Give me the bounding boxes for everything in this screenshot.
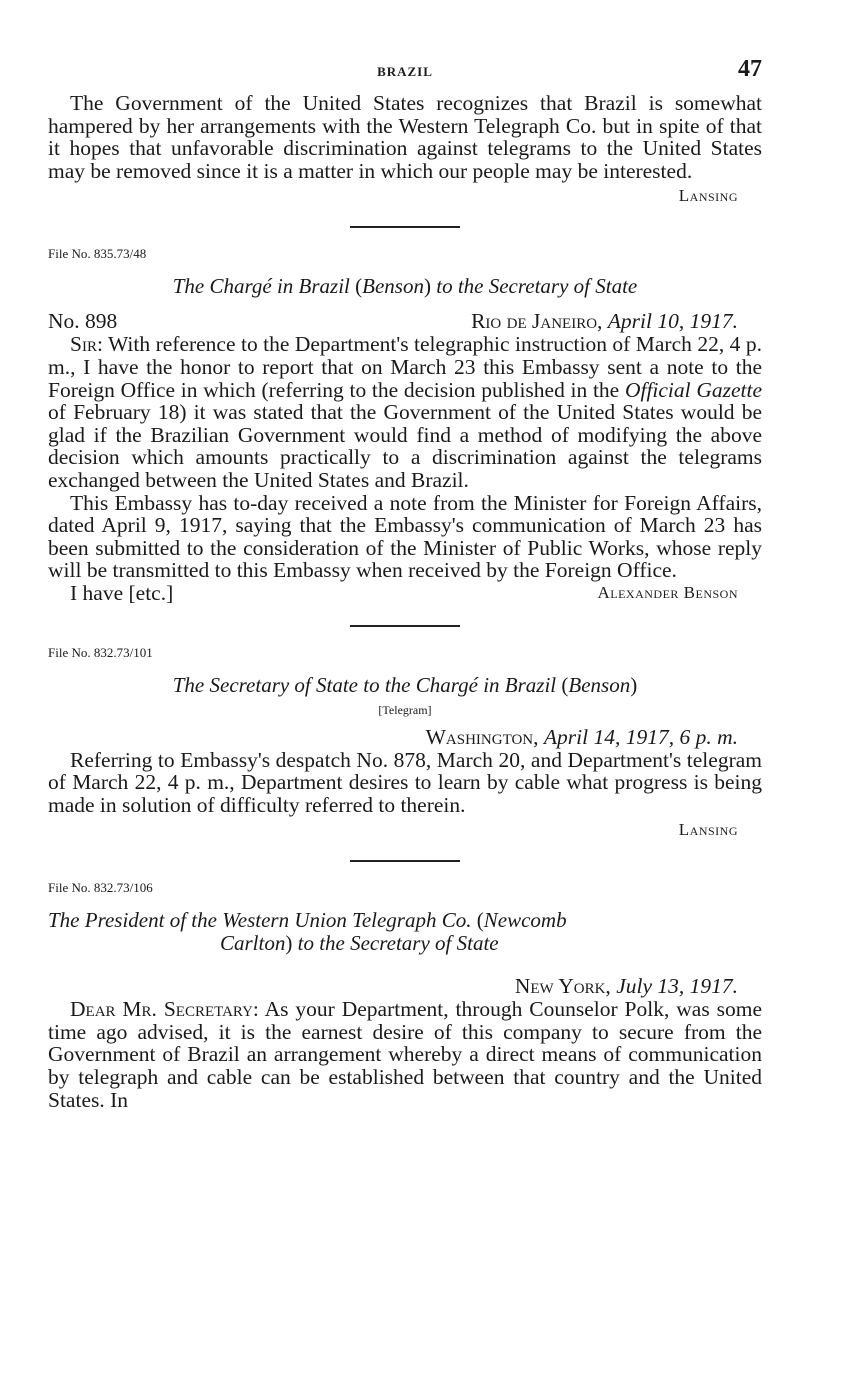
section4-title bbox=[48, 909, 762, 955]
gazette-title: Official Gazette bbox=[624, 377, 762, 402]
section2-file-number: File No. 835.73/48 bbox=[48, 246, 147, 262]
dateline-place: New York, bbox=[514, 974, 611, 999]
title-part: Benson bbox=[362, 274, 424, 299]
section1-paragraph: The Government of the United States recognizes that Brazil is somewhat hampered by her arrangements with the Western Telegraph Co. but in spite of that it hopes that unfavorable discrimination against telegrams to the United States may be removed since it is a matter in which our people may be interested. bbox=[48, 91, 762, 183]
section3-dateline bbox=[48, 726, 762, 749]
section-divider bbox=[350, 226, 460, 228]
title-paren-close: ) bbox=[285, 931, 293, 956]
title-paren-close: ) bbox=[423, 274, 431, 299]
paragraph-text: With reference to the Department's telegraphic instruction of March 22, 4 p. m., I have the honor to report that on March 23 this Embassy sent a note to the Foreign Office in which (referring to the decision published in the bbox=[48, 332, 762, 402]
section1-signature: Lansing bbox=[678, 186, 738, 206]
section3-title bbox=[48, 674, 762, 697]
section3-signature: Lansing bbox=[678, 820, 738, 840]
title-part: Benson bbox=[568, 672, 631, 697]
section4-file-number: File No. 832.73/106 bbox=[48, 880, 153, 896]
section4-dateline bbox=[48, 975, 762, 998]
salutation: Dear Mr. Secretary: bbox=[70, 997, 259, 1022]
section2-paragraph1 bbox=[48, 333, 762, 491]
closing-text: I have [etc.] bbox=[70, 580, 174, 605]
dateline-date: April 10, 1917. bbox=[607, 309, 738, 334]
section2-dateline bbox=[48, 310, 762, 333]
section4-paragraph bbox=[48, 998, 762, 1111]
salutation: Sir: bbox=[70, 332, 103, 357]
title-paren-close: ) bbox=[630, 672, 638, 697]
dateline-date: April 14, 1917, 6 p. m. bbox=[543, 724, 738, 749]
dateline-place: Washington, bbox=[425, 724, 539, 749]
title-part: The Secretary of State to the Chargé in Brazil bbox=[172, 672, 557, 697]
dateline-place: Rio de Janeiro, bbox=[471, 309, 603, 334]
title-part: The Chargé in Brazil bbox=[172, 274, 350, 299]
section2-title bbox=[48, 275, 762, 298]
section2-signature: Alexander Benson bbox=[597, 582, 738, 602]
running-head bbox=[48, 52, 762, 92]
running-title: BRAZIL bbox=[377, 64, 433, 79]
title-part: to the Secretary of State bbox=[436, 274, 638, 299]
document-page bbox=[48, 52, 762, 1111]
title-part: The President of the Western Union Telegraph Co. bbox=[48, 908, 472, 933]
telegram-tag: [Telegram] bbox=[378, 702, 432, 717]
section3-paragraph: Referring to Embassy's despatch No. 878, March 20, and Department's telegram of March 22, 4 p. m., Department desires to learn by cable what progress is being made in solution of difficulty referred to therein. bbox=[48, 747, 762, 817]
title-line-2 bbox=[48, 932, 762, 955]
dateline-right bbox=[471, 310, 762, 333]
title-paren-open: ( bbox=[476, 908, 484, 933]
section3-file-number: File No. 832.73/101 bbox=[48, 644, 153, 660]
section2-closing bbox=[48, 582, 762, 605]
section2-paragraph2: This Embassy has to-day received a note from the Minister for Foreign Affairs, dated April 9, 1917, saying that the Embassy's communication of March 23 has been submitted to the consideration of the Minister of Public Works, whose reply will be transmitted to this Embassy when received by the Foreign Office. bbox=[48, 490, 762, 583]
title-paren-open: ( bbox=[561, 672, 569, 697]
title-part: Newcomb bbox=[483, 908, 567, 933]
title-paren-open: ( bbox=[355, 274, 363, 299]
title-part: Carlton bbox=[220, 931, 286, 956]
section-divider bbox=[350, 860, 460, 862]
dispatch-number: No. 898 bbox=[48, 309, 118, 334]
paragraph-text: of February 18) it was stated that the Government of the United States would be glad if the Brazilian Government would find a method of modifying the above decision which amounts practically to a discrimination against the telegrams exchanged between the United States and Brazil. bbox=[48, 400, 762, 492]
page-number: 47 bbox=[738, 56, 762, 82]
title-part: to the Secretary of State bbox=[297, 931, 499, 956]
section-divider bbox=[350, 625, 460, 627]
dateline-date: July 13, 1917. bbox=[616, 974, 738, 999]
paragraph-text: As your Department, through Counselor Polk, was some time ago advised, it is the earnest desire of this company to secure from the Government of Brazil an arrangement whereby a direct means of communication by telegraph and cable can be established between that country and the United States. In bbox=[48, 997, 762, 1112]
